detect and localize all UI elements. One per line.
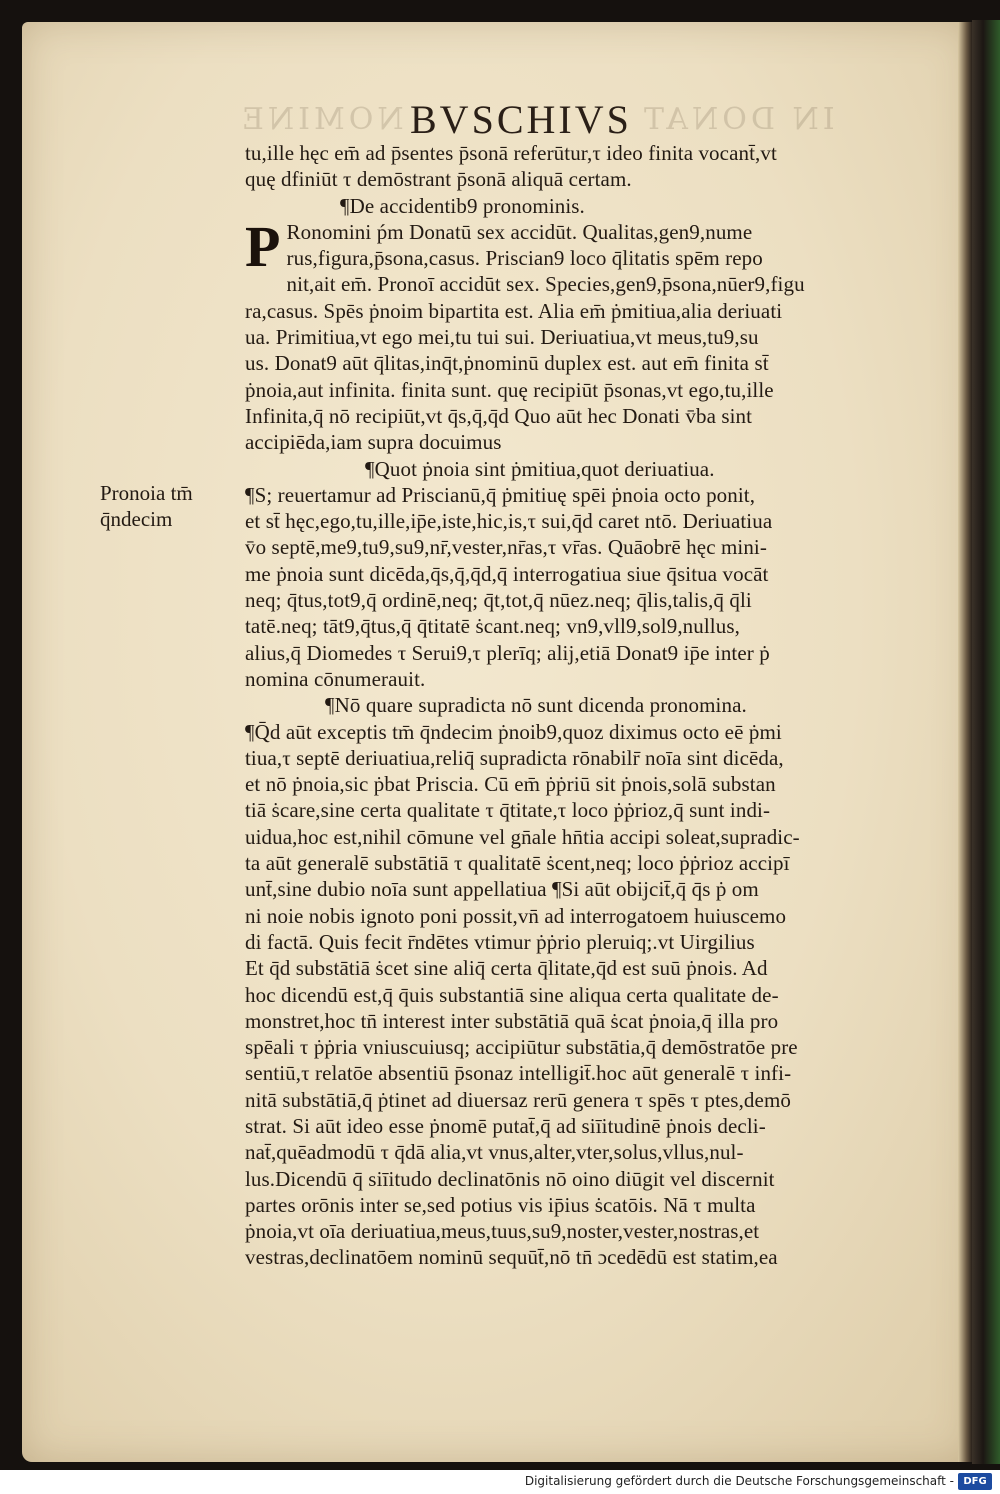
text-line: tu,ille hęc em̄ ad p̄sentes p̄sonā referūtur,τ ideo finita vocant̄,vt <box>245 141 777 165</box>
text-line: ṗnoia,vt oīa deriuatiua,meus,tuus,su9,noster,vester,nostras,et <box>245 1219 760 1244</box>
text-line: alius,q̄ Diomedes τ Serui9,τ plerīq; alij,etiā Donat9 ip̄e inter ṗ <box>245 640 770 665</box>
text-line: strat. Si aūt ideo esse ṗnomē putat̄,q̄ ad siīitudinē ṗnois decli- <box>245 1113 766 1138</box>
show-through-right: IN DONAT <box>640 102 835 137</box>
show-through-left: NOMINE <box>238 102 404 137</box>
margin-note-line: q̄ndecim <box>100 507 173 531</box>
page-gutter <box>958 22 972 1462</box>
text-line: monstret,hoc tn̄ interest inter substātiā quā ṡcat ṗnoia,q̄ illa pro <box>245 1008 779 1033</box>
text-line: unt̄,sine dubio noīa sunt appellatiua ¶Si aūt obijcit̄,q̄ q̄s ṗ om <box>245 877 759 902</box>
text-line: nit,ait em̄. Pronoī accidūt sex. Species,gen9,p̄sona,nūer9,figu <box>286 272 805 297</box>
text-line: ni noie nobis ignoto poni possit,vn̄ ad interrogatoem huiuscemo <box>245 903 787 928</box>
text-line: nitā substātiā,q̄ ṗtinet ad diuersaz rerū genera τ spēs τ ptes,demō <box>245 1087 791 1112</box>
text-line: tiā ṡcare,sine certa qualitate τ q̄titate,τ loco ṗṗrioz,q̄ sunt indi- <box>245 798 771 823</box>
text-line: ua. Primitiua,vt ego mei,tu tui sui. Deriuatiua,vt meus,tu9,su <box>245 325 759 350</box>
text-line: ta aūt generalē substātiā τ qualitatē ṡcent,neq; loco ṗṗrioz accipī <box>245 851 790 876</box>
funding-credit: Digitalisierung gefördert durch die Deutsche Forschungsgemeinschaft - <box>524 1474 954 1488</box>
text-line: uidua,hoc est,nihil cōmune vel gn̄ale hn̄tia accipi soleat,supradic- <box>245 824 800 849</box>
text-line: nat̄,quēadmodū τ q̄dā alia,vt vnus,alter,vter,solus,vllus,nul- <box>245 1140 744 1165</box>
section-heading: ¶Nō quare supradicta nō sunt dicenda pronomina. <box>325 693 747 718</box>
margin-note-line: Pronoia tm̄ <box>100 481 193 505</box>
text-line: me ṗnoia sunt dicēda,q̄s,q̄,q̄d,q̄ interrogatiua siue q̄situa vocāt <box>245 561 769 586</box>
text-line: partes orōnis inter se,sed potius vis ip̄ius ṡcatōis. Nā τ multa <box>245 1192 756 1217</box>
body-text <box>245 140 885 1271</box>
text-line: tatē.neq; tāt9,q̄tus,q̄ q̄titatē ṡcant.neq; vn9,vll9,sol9,nullus, <box>245 614 740 639</box>
book-edge <box>972 20 1000 1464</box>
text-line: quę dfiniūt τ demōstrant p̄sonā aliquā certam. <box>245 167 632 192</box>
text-line: neq; q̄tus,tot9,q̄ ordinē,neq; q̄t,tot,q̄ nūez.neq; q̄lis,talis,q̄ q̄li <box>245 588 752 613</box>
text-line: ra,casus. Spēs ṗnoim bipartita est. Alia em̄ ṗmitiua,alia deriuati <box>245 298 783 323</box>
text-line: rus,figura,p̄sona,casus. Priscian9 loco q̄litatis spēm repo <box>286 246 763 271</box>
text-line: hoc dicendū est,q̄ q̄uis substantiā sine aliqua certa qualitate de- <box>245 982 779 1007</box>
text-line: Et q̄d substātiā ṡcet sine aliq̄ certa q̄litate,q̄d est suū ṗnois. Ad <box>245 956 768 981</box>
section-heading: ¶De accidentib9 pronominis. <box>340 193 585 218</box>
text-line: lus.Dicendū q̄ siīitudo declinatōnis nō oino diūgit vel discernit <box>245 1166 775 1191</box>
text-line: di factā. Quis fecit r̄ndētes vtimur ṗṗrio pleruiq;.vt Uirgilius <box>245 929 755 954</box>
text-line: ṗnoia,aut infinita. finita sunt. quę recipiūt p̄sonas,vt ego,tu,ille <box>245 377 774 402</box>
section-heading: ¶Quot ṗnoia sint ṗmitiua,quot deriuatiua. <box>365 456 715 481</box>
text-line: ¶Q̄d aūt exceptis tm̄ q̄ndecim ṗnoib9,quoz diximus octo eē ṗmi <box>245 719 782 744</box>
text-line: nomina cōnumerauit. <box>245 666 426 691</box>
text-line: et st̄ hęc,ego,tu,ille,ip̄e,iste,hic,is,τ sui,q̄d caret ntō. Deriuatiua <box>245 509 773 534</box>
text-line: v̄o septē,me9,tu9,su9,nr̄,vester,nr̄as,τ vr̄as. Quāobrē hęc mini- <box>245 535 767 560</box>
running-head: BVSCHIVS <box>410 97 632 142</box>
text-line: us. Donat9 aūt q̄litas,inq̄t,ṗnominū duplex est. aut em̄ finita st̄ <box>245 351 769 376</box>
footer-bar <box>0 1470 1000 1494</box>
dfg-logo[interactable]: DFG <box>958 1473 992 1490</box>
text-line: accipiēda,iam supra docuimus <box>245 430 502 455</box>
text-line: et nō ṗnoia,sic ṗbat Priscia. Cū em̄ ṗṗriū sit ṗnois,solā substan <box>245 772 776 797</box>
text-line: vestras,declinatōem nominū sequūt̄,nō tn̄ ɔcedēdū est statim,ea <box>245 1245 778 1270</box>
text-line: spēali τ ṗṗria vniuscuiusq; accipiūtur substātia,q̄ demōstratōe pre <box>245 1035 798 1060</box>
drop-cap: P <box>245 213 281 279</box>
text-line: sentiū,τ relatōe absentiū p̄sonaz intelligit̄.hoc aūt generalē τ infi- <box>245 1061 792 1086</box>
text-line: tiua,τ septē deriuatiua,reliq̄ supradicta rōnabilr̄ noīa sint dicēda, <box>245 745 784 770</box>
text-line: Infinita,q̄ nō recipiūt,vt q̄s,q̄,q̄d Quo aūt hec Donati v̄ba sint <box>245 403 753 428</box>
text-line: Ronomini ṕm Donatū sex accidūt. Qualitas,gen9,nume <box>286 219 753 244</box>
text-line: ¶S; reuertamur ad Priscianū,q̄ ṗmitiuę spēi ṗnoia octo ponit, <box>245 482 756 507</box>
margin-note <box>100 480 240 532</box>
